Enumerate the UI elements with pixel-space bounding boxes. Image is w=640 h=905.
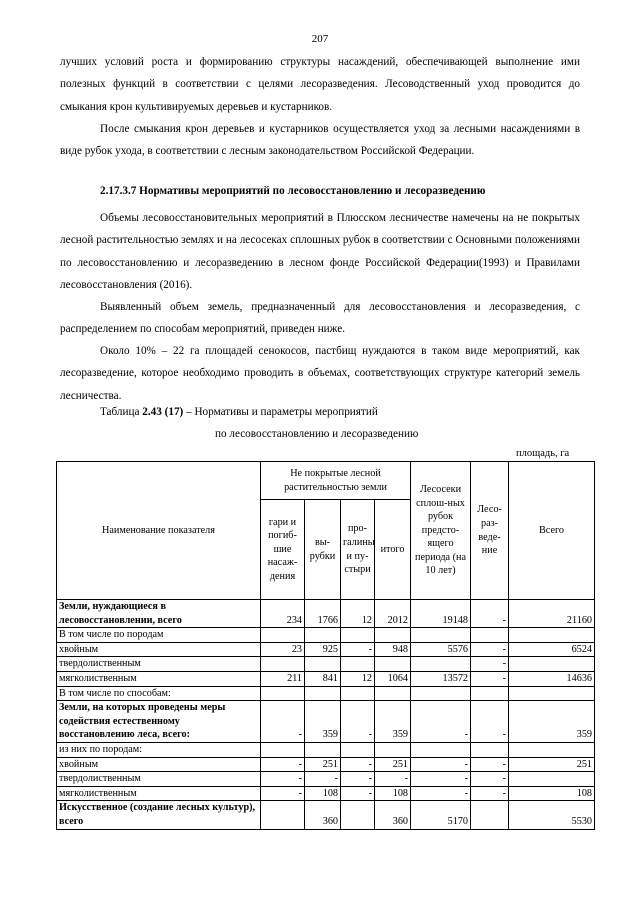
cell-c4: - — [375, 772, 411, 787]
cell-c4: 359 — [375, 701, 411, 743]
cell-c1: - — [261, 757, 305, 772]
cell-c2: 360 — [305, 801, 341, 829]
cell-c3 — [341, 657, 375, 672]
cell-c4: 360 — [375, 801, 411, 829]
cell-c6 — [471, 801, 509, 829]
cell-c4: 948 — [375, 642, 411, 657]
header-total: Всего — [509, 462, 595, 600]
cell-c5: - — [411, 757, 471, 772]
cell-c1 — [261, 742, 305, 757]
cell-c2: - — [305, 772, 341, 787]
cell-c3 — [341, 628, 375, 643]
cell-c1: 211 — [261, 671, 305, 686]
cell-c3: - — [341, 757, 375, 772]
row-label: мягколиственным — [57, 671, 261, 686]
cell-c1: - — [261, 701, 305, 743]
cell-c1: 23 — [261, 642, 305, 657]
cell-c1: 234 — [261, 600, 305, 628]
table-row — [57, 657, 595, 672]
row-label: из них по породам: — [57, 742, 261, 757]
row-label: твердолиственным — [57, 772, 261, 787]
cell-c2 — [305, 742, 341, 757]
cell-c6: - — [471, 642, 509, 657]
cell-c4: 251 — [375, 757, 411, 772]
header-name: Наименование показателя — [57, 462, 261, 600]
cell-c3 — [341, 742, 375, 757]
cell-c1: - — [261, 786, 305, 801]
cell-c6: - — [471, 657, 509, 672]
cell-c7: 6524 — [509, 642, 595, 657]
cell-c5 — [411, 686, 471, 701]
table-row — [57, 757, 595, 772]
cell-c7 — [509, 657, 595, 672]
cell-c5: - — [411, 786, 471, 801]
cell-c3: - — [341, 786, 375, 801]
cell-c1 — [261, 628, 305, 643]
cell-c7 — [509, 628, 595, 643]
paragraph-volumes: Объемы лесовосстановительных мероприятий в Плюсском лесничестве намечены на не покрытых лесной растительностью землях и на лесосеках сплошных рубок в соответствии с Основными положениями по лесовосстановлению и лесоразведению в лесном фонде Российской Федерации(1993) и Правилами лесовосстановления (2016). — [60, 212, 580, 291]
cell-c6: - — [471, 671, 509, 686]
header-glades: про-галины и пу-стыри — [341, 500, 375, 600]
cell-c6 — [471, 628, 509, 643]
row-label: В том числе по способам: — [57, 686, 261, 701]
cell-c4: 2012 — [375, 600, 411, 628]
cell-c3: - — [341, 701, 375, 743]
table-row — [57, 642, 595, 657]
cell-c7 — [509, 772, 595, 787]
cell-c2: 1766 — [305, 600, 341, 628]
paragraph-intro: лучших условий роста и формированию структуры насаждений, обеспечивающей выполнение ими полезных функций в соответствии с целями лесоразведения. Лесоводственный уход проводится до смыкания крон культивируемых деревьев и кустарников. — [60, 56, 580, 113]
cell-c7 — [509, 686, 595, 701]
cell-c4: 108 — [375, 786, 411, 801]
row-label: твердолиственным — [57, 657, 261, 672]
cell-c5: 5170 — [411, 801, 471, 829]
header-subtotal: итого — [375, 500, 411, 600]
cell-c7: 108 — [509, 786, 595, 801]
cell-c7 — [509, 742, 595, 757]
table-row — [57, 686, 595, 701]
cell-c6: - — [471, 757, 509, 772]
cell-c1 — [261, 686, 305, 701]
table-row — [57, 701, 595, 743]
cell-c5 — [411, 742, 471, 757]
cell-c4 — [375, 628, 411, 643]
cell-c7: 21160 — [509, 600, 595, 628]
cell-c5: 19148 — [411, 600, 471, 628]
header-afforestation: Лесо-раз-веде-ние — [471, 462, 509, 600]
cell-c6: - — [471, 600, 509, 628]
cell-c6 — [471, 742, 509, 757]
table-row — [57, 671, 595, 686]
section-heading: 2.17.3.7 Нормативы мероприятий по лесовосстановлению и лесоразведению — [100, 185, 486, 197]
cell-c2: 359 — [305, 701, 341, 743]
cell-c3 — [341, 686, 375, 701]
cell-c2: 108 — [305, 786, 341, 801]
table-row — [57, 600, 595, 628]
cell-c5: 5576 — [411, 642, 471, 657]
paragraph-thinning: После смыкания крон деревьев и кустарников осуществляется уход за лесными насаждениями в виде рубок ухода, в соответствии с лесным законодательством Российской Федерации. — [60, 123, 580, 158]
row-label: хвойным — [57, 642, 261, 657]
cell-c6: - — [471, 701, 509, 743]
cell-c6: - — [471, 786, 509, 801]
cell-c1: - — [261, 772, 305, 787]
header-unforested-group: Не покрытые лесной растительностью земли — [261, 462, 411, 500]
cell-c3: - — [341, 642, 375, 657]
cell-c6 — [471, 686, 509, 701]
cell-c7: 251 — [509, 757, 595, 772]
cell-c3 — [341, 801, 375, 829]
row-label: Искусственное (создание лесных культур), всего — [57, 801, 261, 829]
cell-c5: - — [411, 701, 471, 743]
cell-c7: 359 — [509, 701, 595, 743]
row-label: В том числе по породам — [57, 628, 261, 643]
cell-c3: 12 — [341, 671, 375, 686]
table-row — [57, 742, 595, 757]
cell-c2 — [305, 657, 341, 672]
row-label: мягколиственным — [57, 786, 261, 801]
cell-c4 — [375, 657, 411, 672]
row-label: хвойным — [57, 757, 261, 772]
cell-c5: 13572 — [411, 671, 471, 686]
cell-c2: 841 — [305, 671, 341, 686]
cell-c1 — [261, 657, 305, 672]
cell-c2 — [305, 686, 341, 701]
cell-c3: - — [341, 772, 375, 787]
cell-c2: 925 — [305, 642, 341, 657]
row-label: Земли, нуждающиеся в лесовосстановлении, всего — [57, 600, 261, 628]
table-row — [57, 628, 595, 643]
cell-c3: 12 — [341, 600, 375, 628]
table-row — [57, 786, 595, 801]
cell-c2: 251 — [305, 757, 341, 772]
cell-c7: 5530 — [509, 801, 595, 829]
page-number: 207 — [311, 33, 329, 45]
table-row — [57, 772, 595, 787]
table-caption-line1: Таблица 2.43 (17) – Нормативы и параметры мероприятий — [100, 406, 378, 418]
header-clearcuts: вы-рубки — [305, 500, 341, 600]
paragraph-distribution: Выявленный объем земель, предназначенный для лесовосстановления и лесоразведения, с распределением по способам мероприятий, приведен ниже. — [60, 301, 580, 336]
row-label: Земли, на которых проведены меры содействия естественному восстановлению леса, всего: — [57, 701, 261, 743]
header-burnt-stands: гари и погиб-шие насаж-дения — [261, 500, 305, 600]
table-caption-line2: по лесовосстановлению и лесоразведению — [215, 428, 419, 440]
cell-c5 — [411, 657, 471, 672]
cell-c6: - — [471, 772, 509, 787]
paragraph-afforestation: Около 10% – 22 га площадей сенокосов, пастбищ нуждаются в таком виде мероприятий, как лесоразведение, которое необходимо проводить в объемах, соответствующих структуре категорий земель лесничества. — [60, 345, 580, 402]
table-row — [57, 801, 595, 829]
cell-c5: - — [411, 772, 471, 787]
cell-c4 — [375, 686, 411, 701]
reforestation-table — [56, 461, 595, 830]
cell-c1 — [261, 801, 305, 829]
cell-c4: 1064 — [375, 671, 411, 686]
cell-c2 — [305, 628, 341, 643]
cell-c5 — [411, 628, 471, 643]
header-logging-sites: Лесосеки сплош-ных рубок предсто-ящего периода (на 10 лет) — [411, 462, 471, 600]
cell-c4 — [375, 742, 411, 757]
table-unit: площадь, га — [516, 448, 570, 459]
cell-c7: 14636 — [509, 671, 595, 686]
